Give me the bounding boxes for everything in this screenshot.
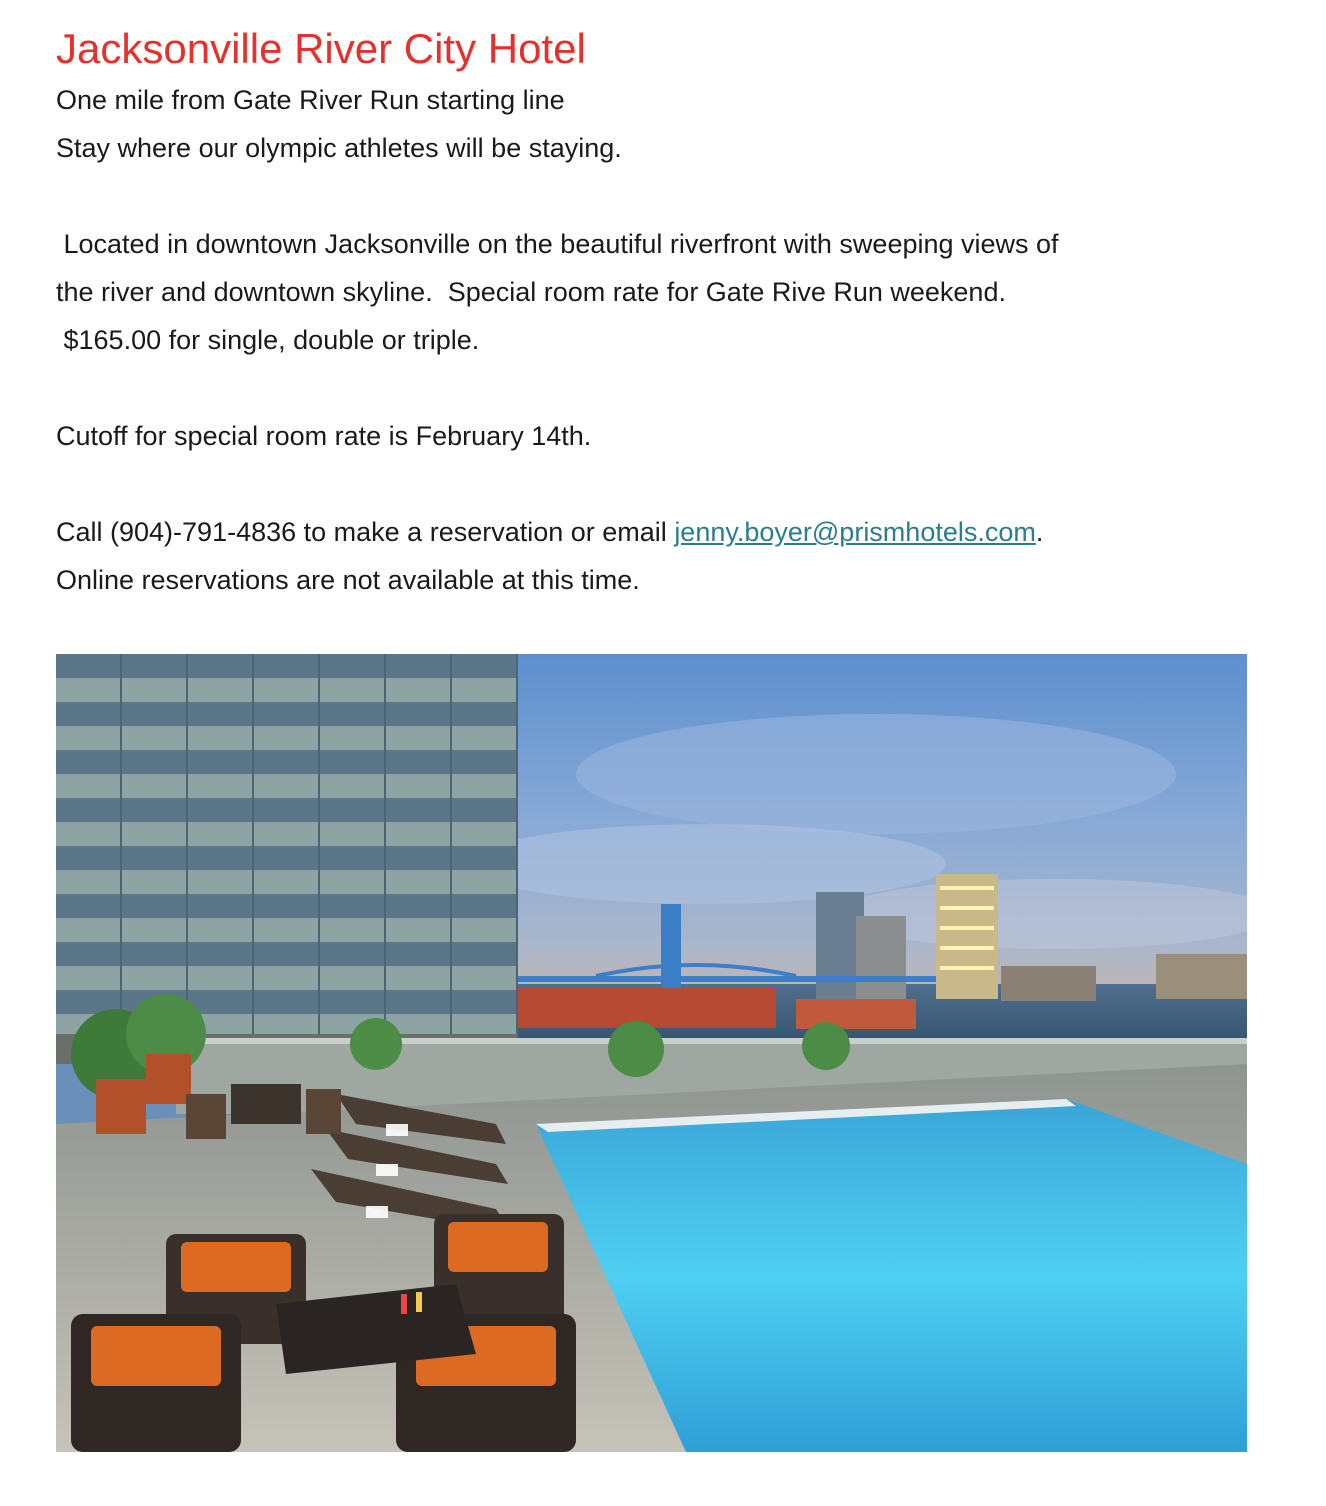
spacer xyxy=(56,364,1276,412)
tagline-athletes: Stay where our olympic athletes will be staying. xyxy=(56,133,622,163)
call-suffix: . xyxy=(1035,517,1044,547)
call-text: Call (904)-791-4836 to make a reservation or email xyxy=(56,517,675,547)
spacer xyxy=(56,460,1276,508)
hotel-pool-photo xyxy=(56,654,1247,1452)
tagline-distance: One mile from Gate River Run starting line xyxy=(56,85,565,115)
spacer xyxy=(56,172,1276,220)
online-note: Online reservations are not available at this time. xyxy=(56,565,640,595)
hotel-title: Jacksonville River City Hotel xyxy=(56,25,586,72)
reservation-line xyxy=(56,508,1276,556)
description-line-2: the river and downtown skyline. Special room rate for Gate Rive Run weekend. xyxy=(56,277,1006,307)
hotel-info xyxy=(56,0,1276,604)
room-rate: $165.00 for single, double or triple. xyxy=(56,325,480,355)
cutoff-note: Cutoff for special room rate is February 14th. xyxy=(56,421,592,451)
description-line-1: Located in downtown Jacksonville on the beautiful riverfront with sweeping views of xyxy=(56,229,1059,259)
email-link[interactable]: jenny.boyer@prismhotels.com xyxy=(674,517,1036,547)
